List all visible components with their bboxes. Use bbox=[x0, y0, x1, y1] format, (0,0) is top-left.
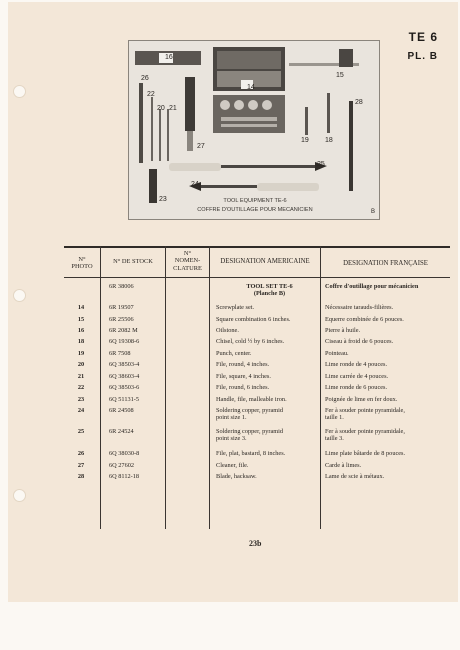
page-number: 23b bbox=[249, 539, 262, 548]
row-photo-number: 19 bbox=[77, 349, 85, 357]
table-row bbox=[64, 338, 450, 349]
table-row bbox=[64, 283, 450, 303]
row-stock-number: 6R 2082 M bbox=[109, 326, 138, 334]
row-photo-number: 28 bbox=[77, 473, 85, 480]
row-designation-fr: Nécessaire tarauds-filières. bbox=[325, 304, 394, 311]
row-designation-us: Blade, hacksaw. bbox=[216, 473, 257, 480]
tool-photo bbox=[128, 40, 380, 220]
row-photo-number: 14 bbox=[77, 304, 85, 311]
row-stock-number: 6Q 38503-4 bbox=[109, 361, 140, 368]
row-stock-number: 6Q 27602 bbox=[109, 461, 135, 469]
row-designation-fr: Lame de scie à métaux. bbox=[325, 473, 385, 480]
table-row bbox=[64, 450, 450, 461]
row-photo-number: 18 bbox=[77, 338, 85, 345]
punch-hole-middle bbox=[13, 289, 26, 302]
row-designation-fr: Carde à limes. bbox=[325, 461, 362, 469]
row-designation-us: Punch, center. bbox=[216, 349, 252, 357]
photo-label-20: 20 bbox=[157, 105, 165, 112]
table-row bbox=[64, 396, 450, 407]
row-designation-fr: Lime ronde de 6 pouces. bbox=[325, 384, 388, 391]
plate-number: PL. B bbox=[407, 51, 438, 62]
table-row bbox=[64, 462, 450, 473]
photo-label-25: 25 bbox=[317, 161, 325, 168]
row-photo-number: 27 bbox=[77, 461, 85, 469]
row-designation-fr: Lime carrée de 4 pouces. bbox=[325, 372, 389, 380]
header-nomenclature: N° NOMEN- CLATURE bbox=[173, 250, 202, 272]
row-stock-number: 6R 7508 bbox=[109, 349, 131, 357]
row-stock-number: 6R 24508 bbox=[109, 407, 134, 414]
photo-label-23: 23 bbox=[159, 196, 167, 203]
punch-hole-bottom bbox=[13, 489, 26, 502]
photo-label-22: 22 bbox=[147, 91, 155, 98]
row-photo-number: 26 bbox=[77, 450, 85, 457]
parts-table bbox=[64, 246, 450, 493]
photo-label-24: 24 bbox=[191, 181, 199, 188]
row-photo-number: 22 bbox=[77, 384, 85, 391]
photo-label-16: 16 bbox=[165, 54, 173, 61]
row-photo-number: 25 bbox=[77, 427, 85, 435]
row-designation-us: TOOL SET TE-6 (Planche B) bbox=[246, 283, 293, 298]
table-row bbox=[64, 327, 450, 338]
table-row bbox=[64, 473, 450, 484]
row-designation-fr: Fer à souder pointe pyramidale, taille 1. bbox=[325, 407, 405, 422]
row-designation-us: Soldering copper, pyramid point size 3. bbox=[216, 427, 284, 442]
table-row bbox=[64, 304, 450, 315]
tool-photo-drawing bbox=[129, 41, 380, 220]
photo-label-27: 27 bbox=[197, 143, 205, 150]
header-designation-fr: DESIGNATION FRANÇAISE bbox=[343, 260, 428, 267]
table-row bbox=[64, 428, 450, 450]
row-designation-us: Cleaner, file. bbox=[216, 461, 249, 469]
photo-caption-line1: TOOL EQUIPMENT TE-6 bbox=[223, 198, 287, 204]
row-stock-number: 6Q 8112-18 bbox=[109, 473, 140, 480]
table-row bbox=[64, 407, 450, 427]
row-photo-number: 20 bbox=[77, 361, 85, 368]
photo-label-21: 21 bbox=[169, 105, 177, 112]
table-row bbox=[64, 361, 450, 372]
photo-label-19: 19 bbox=[301, 137, 309, 144]
row-designation-us: Soldering copper, pyramid point size 1. bbox=[216, 407, 284, 422]
row-stock-number: 6R 25506 bbox=[109, 315, 134, 323]
header-photo: N° PHOTO bbox=[71, 256, 93, 271]
row-designation-fr: Equerre combinée de 6 pouces. bbox=[325, 315, 404, 323]
table-row bbox=[64, 316, 450, 327]
row-stock-number: 6Q 19308-6 bbox=[109, 338, 140, 345]
photo-label-28: 28 bbox=[355, 99, 363, 106]
row-designation-us: File, plat, bastard, 8 inches. bbox=[216, 450, 286, 457]
row-stock-number: 6Q 38603-4 bbox=[109, 372, 140, 380]
row-stock-number: 6Q 38030-8 bbox=[109, 450, 140, 457]
row-photo-number: 15 bbox=[77, 315, 85, 323]
header-stock: N° DE STOCK bbox=[113, 258, 153, 265]
row-photo-number: 21 bbox=[77, 372, 85, 380]
table-header bbox=[64, 248, 450, 278]
document-page bbox=[8, 2, 458, 602]
photo-label-15: 15 bbox=[336, 72, 344, 79]
row-designation-fr: Lime ronde de 4 pouces. bbox=[325, 361, 388, 368]
row-designation-us: File, round, 6 inches. bbox=[216, 384, 270, 391]
plate-header bbox=[407, 30, 438, 62]
photo-corner-mark: B bbox=[370, 209, 375, 215]
row-designation-fr: Poignée de lime en fer doux. bbox=[325, 395, 398, 403]
table-row bbox=[64, 384, 450, 395]
row-designation-fr: Pointeau. bbox=[325, 349, 349, 357]
row-designation-fr: Pierre à huile. bbox=[325, 326, 361, 334]
row-stock-number: 6R 24524 bbox=[109, 427, 134, 435]
row-designation-fr: Coffre d'outillage pour mécanicien bbox=[325, 283, 419, 290]
row-photo-number: 24 bbox=[77, 407, 85, 414]
row-designation-us: Chisel, cold ½ by 6 inches. bbox=[216, 338, 285, 345]
row-stock-number: 6R 38006 bbox=[109, 283, 134, 290]
plate-code: TE 6 bbox=[408, 30, 438, 44]
header-designation-us: DESIGNATION AMERICAINE bbox=[220, 258, 310, 265]
row-designation-us: File, square, 4 inches. bbox=[216, 372, 271, 380]
row-designation-us: Oilstone. bbox=[216, 326, 239, 334]
photo-label-18: 18 bbox=[325, 137, 333, 144]
photo-label-14: 14 bbox=[247, 84, 255, 91]
punch-hole-top bbox=[13, 85, 26, 98]
row-photo-number: 16 bbox=[77, 326, 85, 334]
row-stock-number: 6Q 38503-6 bbox=[109, 384, 140, 391]
table-row bbox=[64, 373, 450, 384]
row-stock-number: 6R 19507 bbox=[109, 304, 134, 311]
row-designation-fr: Ciseau à froid de 6 pouces. bbox=[325, 338, 394, 345]
row-designation-us: Screwplate set. bbox=[216, 304, 255, 311]
row-designation-fr: Lime plate bâtarde de 8 pouces. bbox=[325, 450, 406, 457]
table-row bbox=[64, 350, 450, 361]
row-designation-us: File, round, 4 inches. bbox=[216, 361, 270, 368]
row-designation-us: Square combination 6 inches. bbox=[216, 315, 291, 323]
photo-label-26: 26 bbox=[141, 75, 149, 82]
row-stock-number: 6Q 51131-5 bbox=[109, 395, 140, 403]
row-designation-fr: Fer à souder pointe pyramidale, taille 3. bbox=[325, 427, 405, 442]
row-designation-us: Handle, file, malleable iron. bbox=[216, 395, 287, 403]
photo-caption-line2: COFFRE D'OUTILLAGE POUR MECANICIEN bbox=[197, 207, 313, 213]
row-photo-number: 23 bbox=[77, 395, 85, 403]
table-body bbox=[64, 278, 450, 493]
